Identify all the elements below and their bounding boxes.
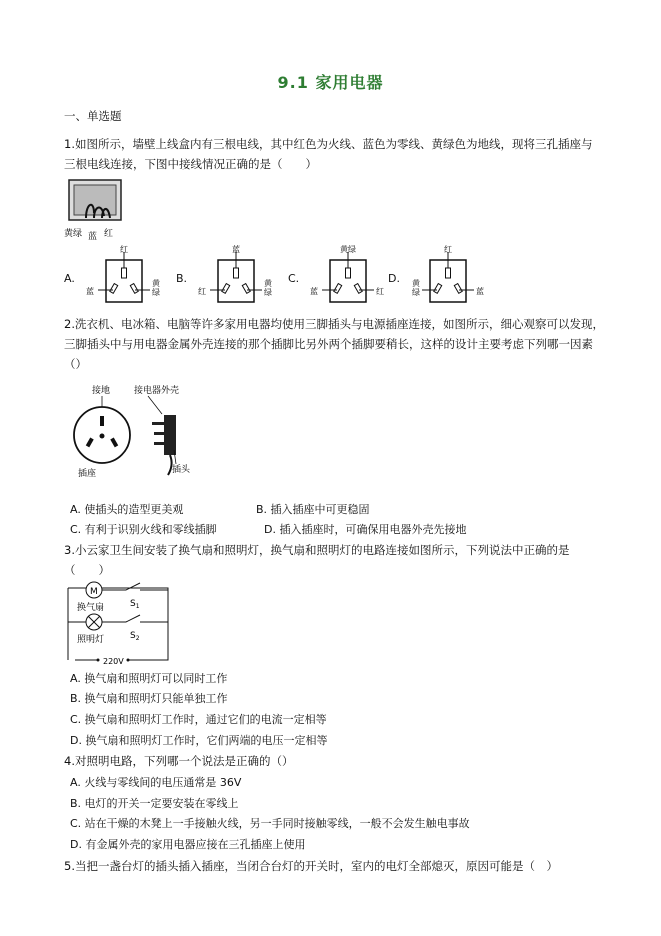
q2-plug-socket-figure: [64, 380, 224, 480]
q1-option-b-socket[interactable]: [196, 244, 276, 308]
q3-option-b[interactable]: B. 换气扇和照明灯只能单独工作: [70, 692, 228, 705]
q3-line1: 3.小云家卫生间安装了换气扇和照明灯，换气扇和照明灯的电路连接如图所示，下列说法中正确的是: [64, 543, 570, 557]
q3-option-a[interactable]: A. 换气扇和照明灯可以同时工作: [70, 672, 228, 685]
q1-option-c-right-label: 红: [376, 287, 384, 296]
q3-switch-s1: $S_1$: [130, 599, 140, 610]
q3-lamp-label: 照明灯: [77, 635, 105, 645]
q1-line1: 1.如图所示，墙壁上线盒内有三根电线，其中红色为火线、蓝色为零线、黄绿色为地线，现将三孔插座与: [64, 137, 593, 151]
q1-option-c-letter[interactable]: C.: [288, 272, 300, 285]
q1-option-a-left-label: 蓝: [86, 287, 94, 296]
q2-option-b[interactable]: B. 插入插座中可更稳固: [256, 503, 370, 516]
q2-label-plug: 插头: [172, 465, 191, 475]
q1-wall-box-figure: [64, 178, 124, 242]
q4-line1: 4.对照明电路，下列哪一个说法是正确的（）: [64, 754, 294, 768]
q2-label-socket: 插座: [78, 469, 97, 479]
q4-option-a[interactable]: A. 火线与零线间的电压通常是 36V: [70, 776, 242, 789]
q1-option-c-top-label: 黄绿: [340, 245, 356, 254]
q3-switch-s2: $S_2$: [130, 631, 140, 642]
q1-option-b-left-label: 红: [198, 287, 206, 296]
q3-fan-label: 换气扇: [77, 603, 105, 613]
q2-line2: 三脚插头中与用电器金属外壳连接的那个插脚比另外两个插脚要稍长，这样的设计主要考虑下列哪一因素: [64, 337, 593, 351]
q1-option-d-socket[interactable]: [408, 244, 488, 308]
q1-label-yellowgreen: 黄绿: [64, 229, 83, 239]
q2-option-a[interactable]: A. 使插头的造型更美观: [70, 503, 184, 516]
q1-option-a-socket[interactable]: [84, 244, 164, 308]
q3-option-d[interactable]: D. 换气扇和照明灯工作时，它们两端的电压一定相等: [70, 734, 328, 747]
section-heading: 一、单选题: [64, 109, 122, 123]
q3-circuit-diagram: [64, 580, 174, 668]
q1-label-blue: 蓝: [88, 232, 98, 242]
q3-motor-symbol: M: [90, 587, 98, 597]
q1-option-d-left-label: 黄绿: [412, 279, 420, 297]
q1-option-a-top-label: 红: [120, 245, 128, 254]
q3-option-c[interactable]: C. 换气扇和照明灯工作时，通过它们的电流一定相等: [70, 713, 327, 726]
q1-option-a-right-label: 黄绿: [152, 279, 160, 297]
q1-option-b-letter[interactable]: B.: [176, 272, 188, 285]
q4-option-c[interactable]: C. 站在干燥的木凳上一手接触火线，另一手同时接触零线，一般不会发生触电事故: [70, 817, 470, 830]
q3-voltage-label: 220V: [103, 657, 124, 666]
q1-label-red: 红: [104, 229, 114, 239]
q4-option-b[interactable]: B. 电灯的开关一定要安装在零线上: [70, 797, 239, 810]
q1-option-c-left-label: 蓝: [310, 287, 318, 296]
q2-option-d[interactable]: D. 插入插座时，可确保用电器外壳先接地: [264, 523, 467, 536]
q3-line2: （ ）: [64, 563, 110, 577]
q4-option-d[interactable]: D. 有金属外壳的家用电器应接在三孔插座上使用: [70, 838, 306, 851]
q2-option-c[interactable]: C. 有利于识别火线和零线插脚: [70, 523, 217, 536]
q1-option-b-top-label: 蓝: [232, 245, 240, 254]
q2-label-case: 接电器外壳: [134, 386, 180, 396]
q2-line1: 2.洗衣机、电冰箱、电脑等许多家用电器均使用三脚插头与电源插座连接，如图所示，细心观察可以发现，: [64, 317, 604, 331]
q1-option-a-letter[interactable]: A.: [64, 272, 75, 285]
q5-line1: 5.当把一盏台灯的插头插入插座，当闭合台灯的开关时，室内的电灯全部熄灭，原因可能是（ ）: [64, 859, 558, 873]
q2-line3: （）: [64, 357, 87, 371]
page-title: 9.1 家用电器: [277, 73, 384, 92]
q1-option-d-right-label: 蓝: [476, 287, 484, 296]
q1-option-d-letter[interactable]: D.: [388, 272, 400, 285]
q2-label-ground: 接地: [92, 386, 111, 396]
q1-option-d-top-label: 红: [444, 245, 452, 254]
q1-option-b-right-label: 黄绿: [264, 279, 272, 297]
q1-line2: 三根电线连接，下图中接线情况正确的是（ ）: [64, 157, 317, 171]
q1-option-c-socket[interactable]: [308, 244, 388, 308]
